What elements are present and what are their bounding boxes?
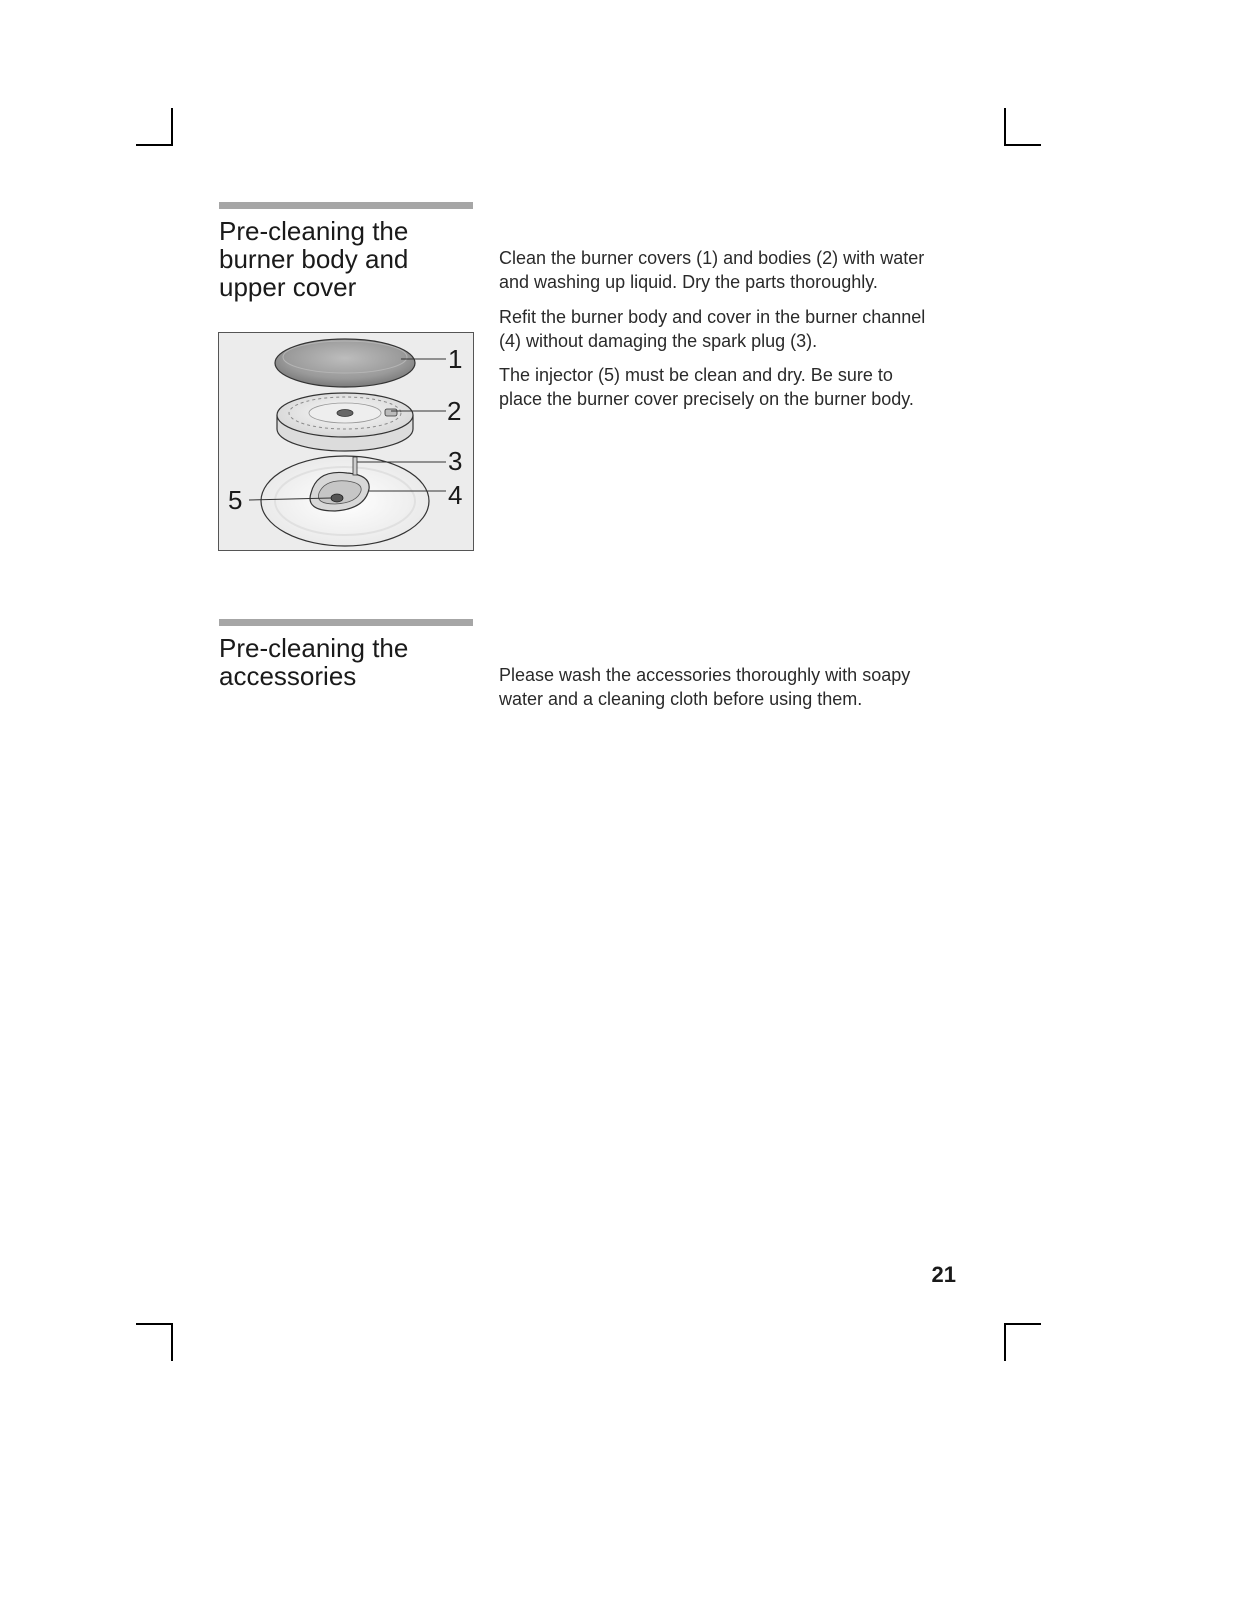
heading-line: Pre-cleaning the bbox=[219, 216, 409, 246]
heading-pre-cleaning-accessories bbox=[219, 634, 479, 690]
section-divider-burner bbox=[219, 202, 473, 209]
text-line: Please wash the accessories thoroughly with soapy bbox=[499, 665, 911, 685]
paragraph-refit-burner bbox=[499, 305, 969, 353]
burner-diagram-svg bbox=[219, 333, 473, 550]
callout-1: 1 bbox=[448, 344, 463, 374]
callout-4: 4 bbox=[448, 480, 463, 510]
text-line: and washing up liquid. Dry the parts thoroughly. bbox=[499, 272, 878, 292]
paragraph-injector bbox=[499, 363, 969, 411]
crop-mark-top-left-v bbox=[171, 108, 173, 146]
text-line: The injector (5) must be clean and dry. Be sure to bbox=[499, 365, 893, 385]
text-line: water and a cleaning cloth before using them. bbox=[499, 689, 863, 709]
crop-mark-bottom-right-h bbox=[1004, 1323, 1041, 1325]
page-number: 21 bbox=[931, 1262, 956, 1287]
heading-line: upper cover bbox=[219, 272, 357, 302]
heading-line: burner body and bbox=[219, 244, 409, 274]
callout-3: 3 bbox=[448, 446, 463, 476]
burner-channel-part bbox=[261, 456, 429, 546]
crop-mark-bottom-left-h bbox=[136, 1323, 173, 1325]
crop-mark-top-left-h bbox=[136, 144, 173, 146]
paragraph-wash-accessories bbox=[499, 663, 969, 711]
text-line: place the burner cover precisely on the burner body. bbox=[499, 389, 914, 409]
burner-cover-part bbox=[275, 339, 415, 387]
burner-exploded-diagram bbox=[218, 332, 474, 551]
text-line: (4) without damaging the spark plug (3). bbox=[499, 331, 818, 351]
callout-5: 5 bbox=[228, 485, 243, 515]
crop-mark-top-right-v bbox=[1004, 108, 1006, 146]
heading-line: accessories bbox=[219, 661, 357, 691]
text-line: Refit the burner body and cover in the burner channel bbox=[499, 307, 926, 327]
paragraph-clean-burner bbox=[499, 246, 969, 294]
burner-body-part bbox=[277, 393, 413, 451]
crop-mark-bottom-left-v bbox=[171, 1323, 173, 1361]
section-divider-accessories bbox=[219, 619, 473, 626]
crop-mark-top-right-h bbox=[1004, 144, 1041, 146]
callout-2: 2 bbox=[447, 396, 462, 426]
heading-line: Pre-cleaning the bbox=[219, 633, 409, 663]
heading-pre-cleaning-burner bbox=[219, 217, 479, 301]
text-line: Clean the burner covers (1) and bodies (2) with water bbox=[499, 248, 925, 268]
crop-mark-bottom-right-v bbox=[1004, 1323, 1006, 1361]
